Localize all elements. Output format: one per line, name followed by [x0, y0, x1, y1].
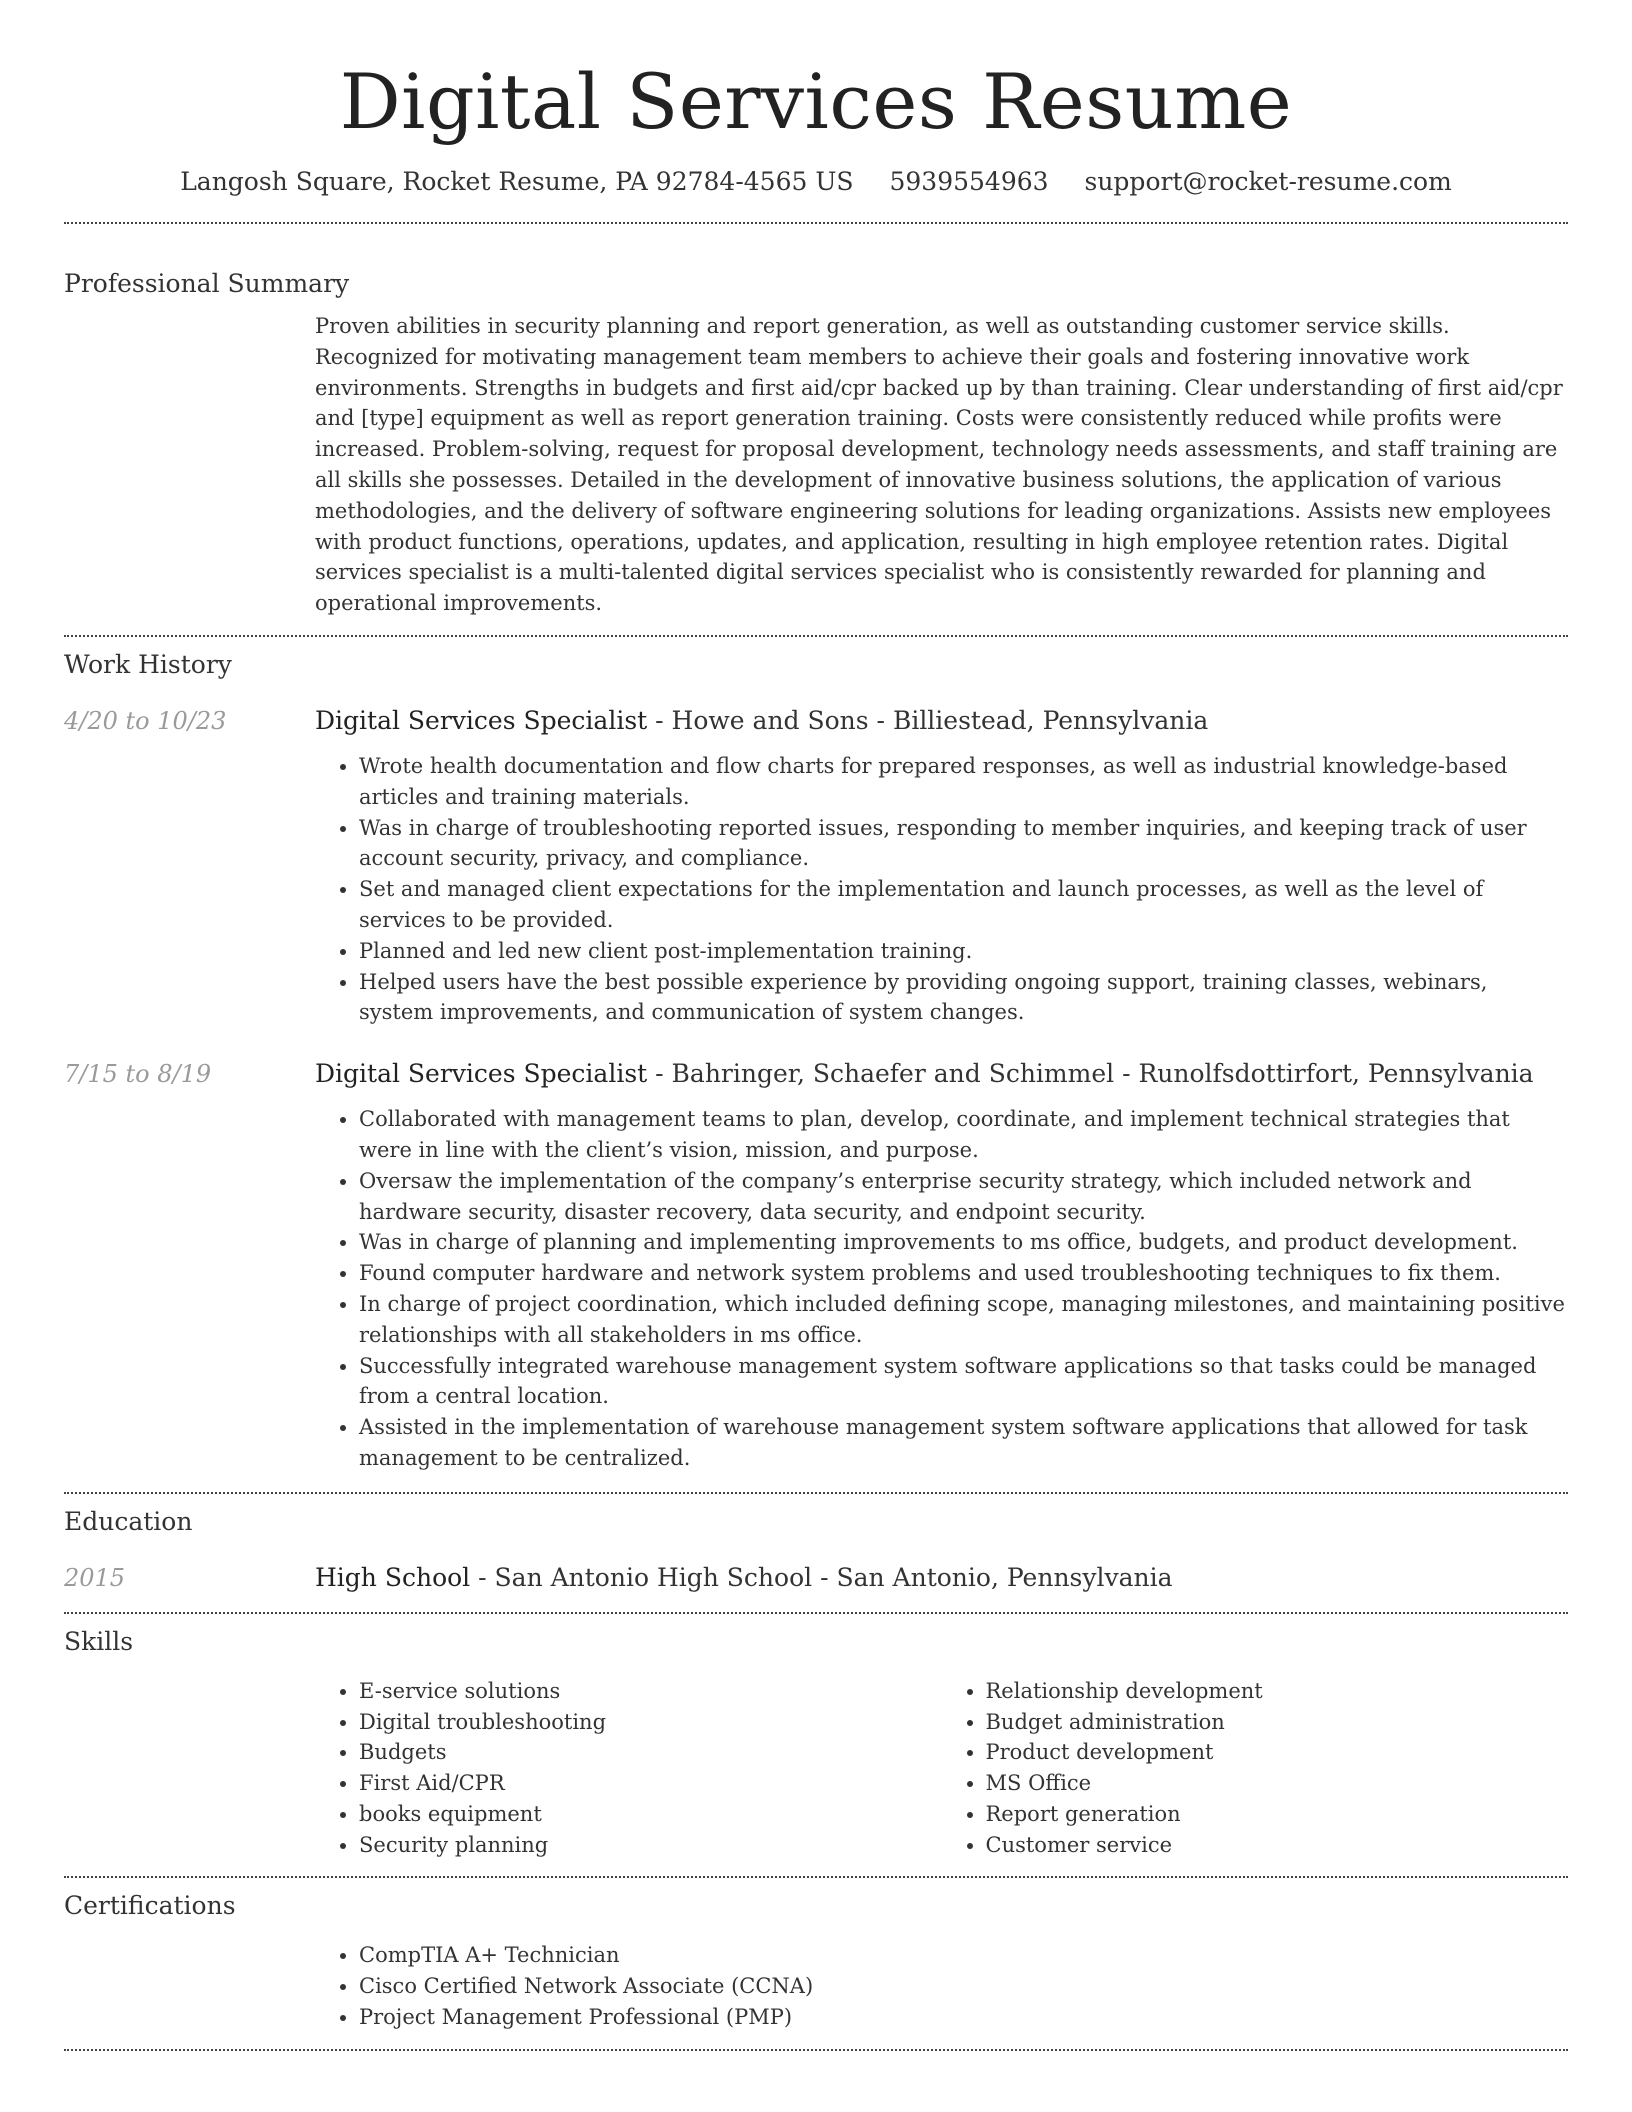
contact-line [64, 164, 1568, 200]
section-heading-work-history: Work History [64, 649, 232, 679]
job-bullets [315, 1104, 1568, 1474]
list-item: • Assisted in the implementation of warehouse management system software applications that allowed for task management to be centralized. [359, 1412, 1568, 1474]
certifications-row [64, 1940, 1568, 2032]
job-separator: - [647, 1059, 672, 1089]
list-item: • CompTIA A+ Technician [359, 1940, 1568, 1971]
list-item: • Budgets [359, 1737, 942, 1768]
job-entry [64, 1056, 1568, 1474]
section-divider [64, 635, 1568, 637]
list-item: • Cisco Certified Network Associate (CCNA) [359, 1971, 1568, 2002]
list-item: • Set and managed client expectations for the implementation and launch processes, as well as the level of services to be provided. [359, 874, 1568, 936]
list-item: • Security planning [359, 1830, 942, 1861]
education-entry [64, 1560, 1568, 1596]
section-divider [64, 1492, 1568, 1494]
skills-row [64, 1676, 1568, 1861]
list-item: • E-service solutions [359, 1676, 942, 1707]
job-entry [64, 703, 1568, 1028]
list-item: • Helped users have the best possible experience by providing ongoing support, training classes, webinars, system improvements, and communication of system changes. [359, 967, 1568, 1029]
education-separator: - [470, 1562, 495, 1592]
section-heading-summary: Professional Summary [64, 269, 350, 298]
job-bullets [315, 751, 1568, 1028]
job-heading [315, 703, 1568, 739]
job-title: Digital Services Specialist [315, 1059, 648, 1089]
list-item: • Customer service [986, 1830, 1569, 1861]
job-company: Bahringer, Schaefer and Schimmel - Runolfsdottirfort, Pennsylvania [671, 1059, 1534, 1089]
list-item: • Relationship development [986, 1676, 1569, 1707]
list-item: • Was in charge of troubleshooting reported issues, responding to member inquiries, and keeping track of user account security, privacy, and compliance. [359, 813, 1568, 875]
list-item: • Product development [986, 1737, 1569, 1768]
education-year: 2015 [64, 1563, 126, 1592]
section-divider [64, 222, 1568, 224]
list-item: • Budget administration [986, 1707, 1569, 1738]
certifications-list [315, 1940, 1568, 2032]
list-item: • First Aid/CPR [359, 1768, 942, 1799]
job-dates: 7/15 to 8/19 [64, 1060, 212, 1089]
job-dates: 4/20 to 10/23 [64, 706, 227, 735]
list-item: • Report generation [986, 1799, 1569, 1830]
list-item: • Wrote health documentation and flow charts for prepared responses, as well as industrial knowledge-based articles and training materials. [359, 751, 1568, 813]
job-heading [315, 1056, 1568, 1092]
list-item: • Collaborated with management teams to plan, develop, coordinate, and implement technical strategies that were in line with the client’s vision, mission, and purpose. [359, 1104, 1568, 1166]
contact-address: Langosh Square, Rocket Resume, PA 92784-4565 US [180, 167, 854, 196]
job-company: Howe and Sons - Billiestead, Pennsylvania [671, 705, 1209, 735]
section-divider [64, 1876, 1568, 1878]
list-item: • In charge of project coordination, which included defining scope, managing milestones, and maintaining positive relationships with all stakeholders in ms office. [359, 1289, 1568, 1351]
section-divider [64, 1612, 1568, 1614]
skills-list-right [942, 1676, 1569, 1861]
skills-list-left [315, 1676, 942, 1861]
summary-text: Proven abilities in security planning and report generation, as well as outstanding customer service skills. Recognized for motivating management team members to achieve their goals and fostering innovative work environments. Strengths in budgets and first aid/cpr backed up by than training. Clear understanding of first aid/cpr and [type] equipment as well as report generation training. Costs were consistently reduced while profits were increased. Problem-solving, request for proposal development, technology needs assessments, and staff training are all skills she possesses. Detailed in the development of innovative business solutions, the application of various methodologies, and the delivery of software engineering solutions for leading organizations. Assists new employees with product functions, operations, updates, and application, resulting in high employee retention rates. Digital services specialist is a multi-talented digital services specialist who is consistently rewarded for planning and operational improvements. [315, 314, 1563, 616]
contact-phone: 5939554963 [889, 167, 1049, 196]
summary-row [64, 311, 1568, 619]
section-heading-education: Education [64, 1506, 193, 1536]
section-heading-skills: Skills [64, 1626, 134, 1656]
list-item: • MS Office [986, 1768, 1569, 1799]
resume-title: Digital Services Resume [339, 57, 1293, 146]
list-item: • Successfully integrated warehouse management system software applications so that tasks could be managed from a central location. [359, 1351, 1568, 1413]
job-separator: - [647, 705, 672, 735]
list-item: • Was in charge of planning and implementing improvements to ms office, budgets, and product development. [359, 1227, 1568, 1258]
list-item: • Project Management Professional (PMP) [359, 2002, 1568, 2033]
list-item: • Found computer hardware and network system problems and used troubleshooting techniques to fix them. [359, 1258, 1568, 1289]
contact-email: support@rocket-resume.com [1084, 167, 1452, 196]
education-degree: High School [315, 1562, 471, 1592]
list-item: • Oversaw the implementation of the company’s enterprise security strategy, which included network and hardware security, disaster recovery, data security, and endpoint security. [359, 1166, 1568, 1228]
job-title: Digital Services Specialist [315, 705, 648, 735]
section-divider [64, 2049, 1568, 2051]
section-heading-certifications: Certifications [64, 1891, 236, 1921]
education-heading [315, 1560, 1568, 1596]
education-school: San Antonio High School - San Antonio, Pennsylvania [494, 1562, 1173, 1592]
resume-page [64, 0, 1568, 2051]
list-item: • Planned and led new client post-implementation training. [359, 936, 1568, 967]
list-item: • Digital troubleshooting [359, 1707, 942, 1738]
list-item: • books equipment [359, 1799, 942, 1830]
